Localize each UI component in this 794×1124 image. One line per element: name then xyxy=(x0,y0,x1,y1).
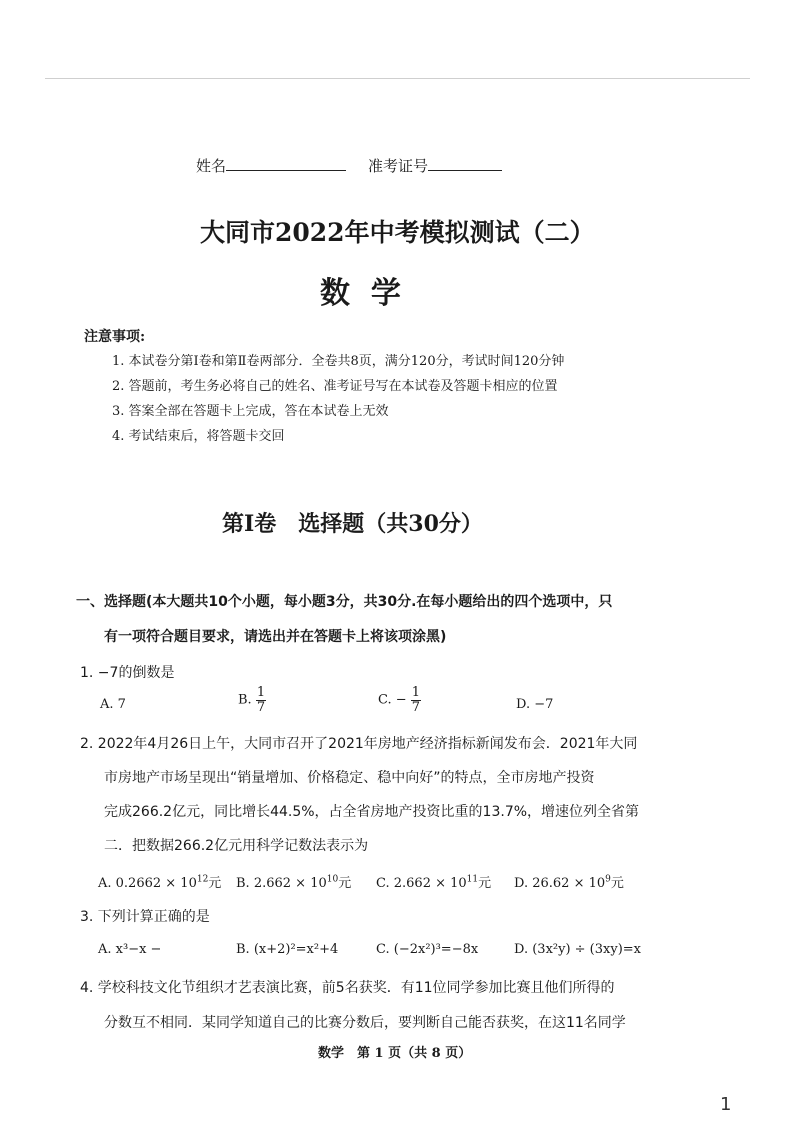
q2-option-d xyxy=(514,872,624,891)
fraction-denominator: 7 xyxy=(256,699,266,715)
q1-option-b xyxy=(238,686,266,714)
q2-option-d-exponent: 9 xyxy=(605,874,611,885)
q2-option-c-exponent: 11 xyxy=(466,874,479,885)
q2-option-a xyxy=(98,872,221,891)
q2-line: 2. 2022年4月26日上午，大同市召开了2021年房地产经济指标新闻发布会．2021年大同 xyxy=(80,736,638,752)
section-title: 第Ⅰ卷 选择题（共30分） xyxy=(222,511,483,537)
fraction-numerator: 1 xyxy=(411,685,421,700)
part1-intro-line2: 有一项符合题目要求，请选出并在答题卡上将该项涂黑) xyxy=(104,629,447,645)
q2-option-b xyxy=(236,872,351,891)
q1-stem: 1. −7的倒数是 xyxy=(80,665,175,681)
q3-option-c: C. (−2x²)³=−8x xyxy=(376,942,479,957)
q1-option-a xyxy=(100,697,126,712)
q2-option-a-unit: 元 xyxy=(208,876,222,891)
exam-id-field xyxy=(368,155,502,176)
subject-title: 数 学 xyxy=(320,276,401,311)
notice-item: 4. 考试结束后，将答题卡交回 xyxy=(112,429,285,444)
fraction-numerator: 1 xyxy=(256,685,266,700)
q1-option-d xyxy=(516,697,553,712)
notice-item: 1. 本试卷分第Ⅰ卷和第Ⅱ卷两部分．全卷共8页，满分120分，考试时间120分钟 xyxy=(112,354,565,369)
q1-option-c xyxy=(378,686,421,714)
q1-option-c-prefix: C. − xyxy=(378,692,407,708)
q3-stem: 3. 下列计算正确的是 xyxy=(80,909,210,925)
exam-id-blank xyxy=(428,156,502,171)
page-number: 1 xyxy=(720,1094,732,1115)
notice-item: 3. 答案全部在答题卡上完成，答在本试卷上无效 xyxy=(112,404,389,419)
page-footer: 数学 第 1 页（共 8 页） xyxy=(318,1046,472,1061)
q2-option-a-base: A. 0.2662 × 10 xyxy=(98,876,197,891)
q2-line: 市房地产市场呈现出“销量增加、价格稳定、稳中向好”的特点，全市房地产投资 xyxy=(104,770,595,786)
q2-option-c-unit: 元 xyxy=(478,876,492,891)
q2-option-d-base: D. 26.62 × 10 xyxy=(514,876,606,891)
part1-intro-line1: 一、选择题(本大题共10个小题，每小题3分，共30分.在每小题给出的四个选项中，只 xyxy=(76,594,613,610)
exam-id-label: 准考证号 xyxy=(368,157,429,175)
q2-option-c-base: C. 2.662 × 10 xyxy=(376,876,467,891)
q2-option-b-exponent: 10 xyxy=(326,874,339,885)
q4-line: 4. 学校科技文化节组织才艺表演比赛，前5名获奖．有11位同学参加比赛且他们所得的 xyxy=(80,980,615,996)
q1-option-b-prefix: B. xyxy=(238,692,252,708)
name-label: 姓名 xyxy=(196,157,227,175)
q2-option-a-exponent: 12 xyxy=(196,874,209,885)
q3-option-d: D. (3x²y) ÷ (3xy)=x xyxy=(514,942,641,957)
q1-option-c-fraction xyxy=(411,686,421,714)
q1-option-d-text: D. −7 xyxy=(516,697,554,712)
q2-option-c xyxy=(376,872,491,891)
q4-line: 分数互不相同．某同学知道自己的比赛分数后，要判断自己能否获奖，在这11名同学 xyxy=(104,1015,626,1031)
q1-option-b-fraction xyxy=(256,686,266,714)
name-field xyxy=(196,155,346,176)
name-blank xyxy=(226,156,346,171)
q2-line: 二．把数据266.2亿元用科学记数法表示为 xyxy=(104,838,369,854)
fraction-denominator: 7 xyxy=(411,699,421,715)
notice-heading: 注意事项: xyxy=(84,329,146,345)
q2-option-b-unit: 元 xyxy=(338,876,352,891)
exam-title: 大同市2022年中考模拟测试（二） xyxy=(200,218,595,247)
q3-option-b: B. (x+2)²=x²+4 xyxy=(236,942,339,957)
q1-option-a-text: A. 7 xyxy=(100,697,126,712)
top-rule xyxy=(45,78,750,79)
q3-option-a: A. x³−x − xyxy=(98,942,162,957)
q2-line: 完成266.2亿元，同比增长44.5%，占全省房地产投资比重的13.7%，增速位列全省第 xyxy=(104,804,640,820)
q2-option-b-base: B. 2.662 × 10 xyxy=(236,876,327,891)
q2-option-d-unit: 元 xyxy=(610,876,624,891)
notice-item: 2. 答题前，考生务必将自己的姓名、准考证号写在本试卷及答题卡相应的位置 xyxy=(112,379,558,394)
